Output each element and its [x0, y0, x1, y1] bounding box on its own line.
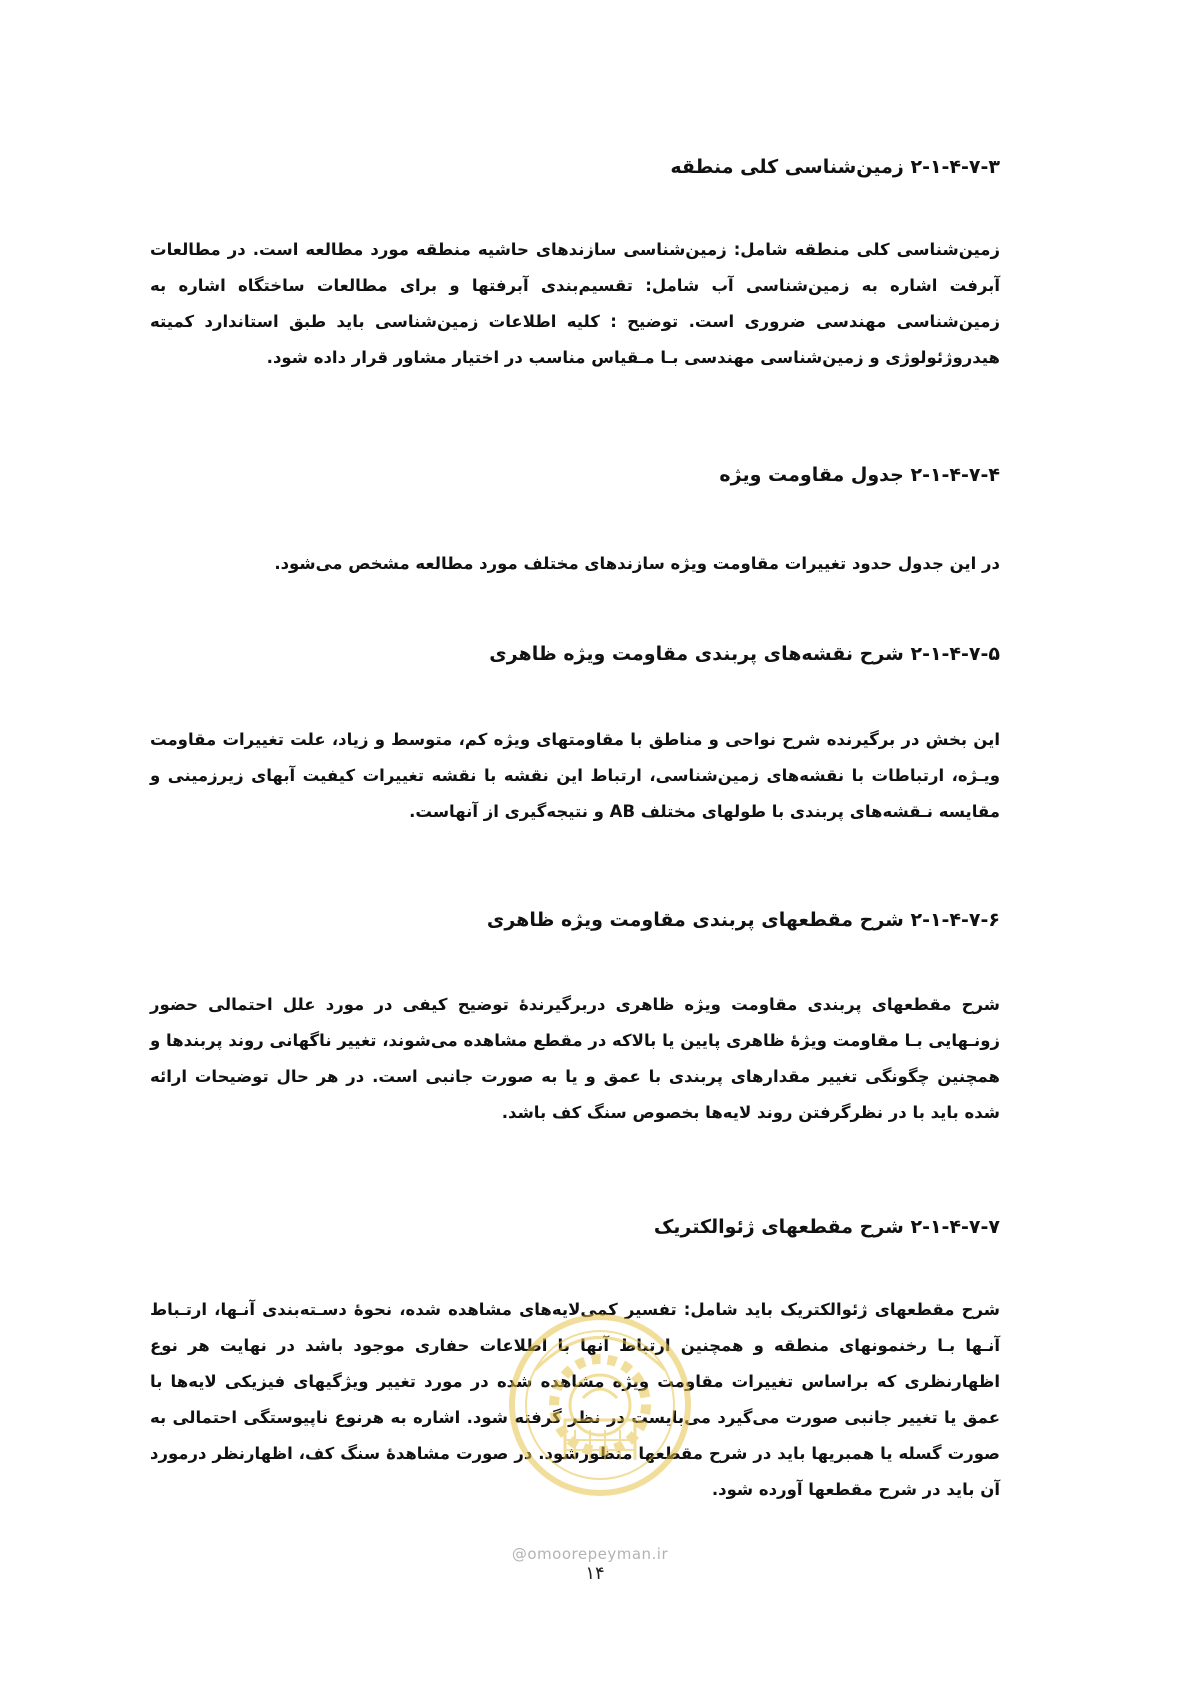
watermark-url — [490, 1545, 690, 1563]
page-number: ۱۴ — [585, 1563, 605, 1584]
section-heading: ۲-۱-۴-۷-۳ زمین‌شناسی کلی منطقه — [670, 156, 1000, 178]
watermark-logo-icon — [505, 1310, 695, 1500]
paragraph-text: در این جدول حدود تغییرات مقاومت ویژه سازندهای مختلف مورد مطالعه مشخص می‌شود. — [274, 554, 1000, 573]
section-heading: ۲-۱-۴-۷-۴ جدول مقاومت ویژه — [719, 464, 1000, 486]
watermark-at-icon: @ — [511, 1545, 528, 1563]
section-heading: ۲-۱-۴-۷-۷ شرح مقطعهای ژئوالکتریک — [653, 1216, 1000, 1238]
section-heading: ۲-۱-۴-۷-۶ شرح مقطعهای پربندی مقاومت ویژه ظاهری — [486, 909, 1000, 931]
paragraph-text: شرح مقطعهای پربندی مقاومت ویژه ظاهری دربرگیرندهٔ توضیح کیفی در مورد علل احتمالی حضور زونـهایی بـا مقاومت ویژهٔ ظاهری پایین یا بالاکه در مقطع مشاهده می‌شوند، تغییر ناگهانی روند پربندها و همچنین چگونگی تغییر مقدارهای پربندی با عمق و یا به صورت جانبی است. در هر حال توضیحات ارائه شده باید با در نظرگرفتن روند لایه‌ها بخصوص سنگ کف باشد. — [150, 995, 1000, 1122]
section-paragraph — [150, 722, 1000, 830]
watermark-url-text: omoorepeyman.ir — [527, 1545, 669, 1563]
paragraph-text: شرح مقطعهای ژئوالکتریک باید شامل: تفسیر کمی‌لایه‌های مشاهده شده، نحوهٔ دسـته‌بندی آنـها، ارتـباط آنـها بـا رخنمونهای منطقه و همچنین ارتباط آنها با اطلاعات حفاری موجود باشد در نهایت هر نوع اظهارنظری که براساس تغییرات مقاومت ویژه مشاهده شده در مورد تغییر ویژگیهای فیزیکی لایه‌ها با عمق یا تغییر جانبی صورت می‌گیرد می‌بایست در نظر گرفته شود. اشاره به هرنوع ناپیوستگی احتمالی به صورت گسله یا همبریها باید در شرح مقطعها منظورشود. در صورت مشاهدهٔ سنگ کف، اظهارنظر درمورد آن باید در شرح مقطعها آورده شود. — [150, 1300, 1000, 1499]
section-paragraph — [150, 546, 1000, 582]
section-heading: ۲-۱-۴-۷-۵ شرح نقشه‌های پربندی مقاومت ویژه ظاهری — [489, 643, 1000, 665]
paragraph-text: این بخش در برگیرنده شرح نواحی و مناطق با مقاومتهای ویژه کم، متوسط و زیاد، علت تغییرات مقاومت ویـژه، ارتباطات با نقشه‌های زمین‌شناسی، ارتباط این نقشه با نقشه تغییرات کیفیت آبهای زیرزمینی و مقایسه نـقشه‌های پربندی با طولهای مختلف AB و نتیجه‌گیری از آنهاست. — [150, 730, 1000, 821]
paragraph-text: زمین‌شناسی کلی منطقه شامل: زمین‌شناسی سازندهای حاشیه منطقه مورد مطالعه است. در مطالعات آبرفت اشاره به زمین‌شناسی آب شامل: تقسیم‌بندی آبرفتها و برای مطالعات ساختگاه اشاره به زمین‌شناسی مهندسی ضروری است. توضیح : کلیه اطلاعات زمین‌شناسی باید طبق استاندارد کمیته هیدروژئولوژی و زمین‌شناسی مهندسی بـا مـقیاس مناسب در اختیار مشاور قرار داده شود. — [150, 240, 1000, 367]
section-paragraph — [150, 987, 1000, 1131]
section-paragraph — [150, 232, 1000, 376]
